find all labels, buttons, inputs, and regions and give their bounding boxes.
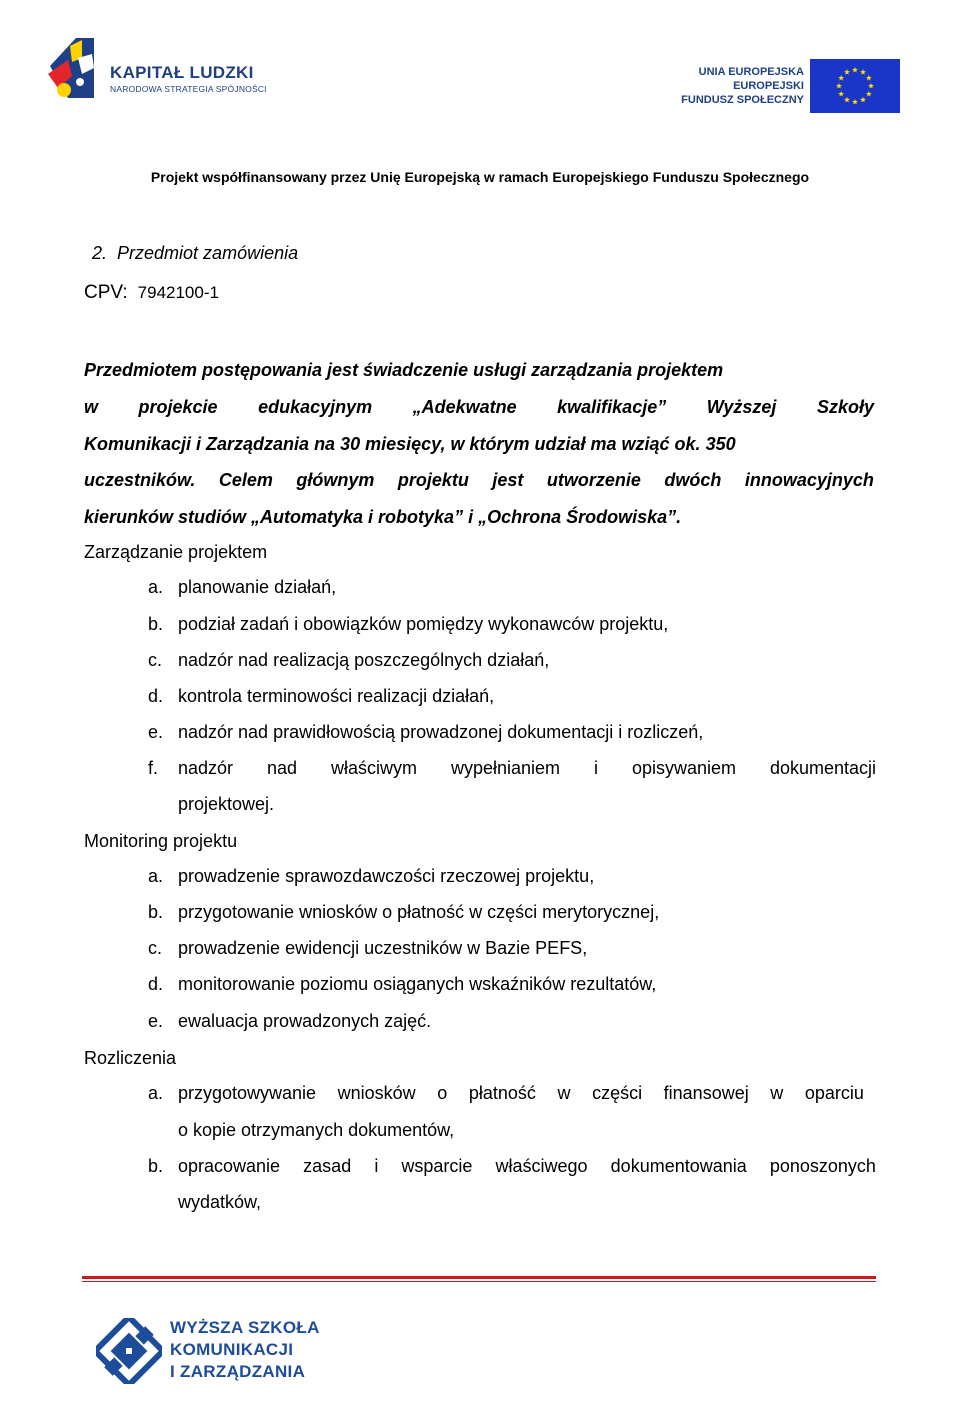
list-word: przygotowywanie (178, 1083, 317, 1103)
section-title: Przedmiot zamówienia (117, 243, 299, 263)
list-word: dokumentacji (769, 758, 876, 778)
list-text: podział zadań i obowiązków pomiędzy wykonawców projektu, (178, 614, 669, 634)
list-text (178, 758, 876, 779)
list-letter: c. (148, 938, 163, 958)
monitoring-heading: Monitoring projektu (84, 831, 238, 851)
wsk-line-3: I ZARZĄDZANIA (170, 1362, 306, 1381)
wsk-line-2: KOMUNIKACJI (170, 1340, 294, 1359)
intro-word: w (84, 397, 99, 417)
intro-word: projekcie (138, 397, 218, 417)
eu-fund-label (681, 65, 804, 107)
intro-line-5: kierunków studiów „Automatyka i robotyka” i „Ochrona Środowiska”. (84, 507, 682, 527)
footer-divider-thin (82, 1281, 876, 1282)
list-word: finansowej (663, 1083, 749, 1103)
intro-word: utworzenie (546, 470, 641, 490)
list-letter: b. (148, 1156, 164, 1176)
cpv-code (84, 281, 219, 304)
list-text: prowadzenie ewidencji uczestników w Bazie PEFS, (178, 938, 588, 958)
intro-word: edukacyjnym (258, 397, 373, 417)
eu-line-2: EUROPEJSKI (733, 80, 804, 92)
intro-word: głównym (296, 470, 375, 490)
intro-word: innowacyjnych (744, 470, 874, 490)
list-word: nad (267, 758, 298, 778)
intro-word: Celem (218, 470, 273, 490)
list-letter: b. (148, 902, 164, 922)
wsk-line-1: WYŻSZA SZKOŁA (170, 1318, 320, 1337)
list-text: nadzór nad realizacją poszczególnych działań, (178, 650, 550, 670)
intro-word: jest (492, 470, 524, 490)
list-word: części (592, 1083, 643, 1103)
list-word: dokumentowania (610, 1156, 747, 1176)
intro-line-2 (84, 396, 874, 418)
list-word: właściwym (331, 758, 418, 778)
kapital-ludzki-subtitle: NARODOWA STRATEGIA SPÓJNOŚCI (110, 84, 267, 94)
wsk-name (170, 1317, 320, 1383)
list-word: w (770, 1083, 784, 1103)
wsk-logo-icon (96, 1318, 162, 1384)
list-word: wniosków (337, 1083, 416, 1103)
intro-word: „Adekwatne (412, 397, 517, 417)
cpv-value: 7942100-1 (137, 283, 219, 302)
list-letter: d. (148, 974, 164, 994)
intro-word: uczestników. (84, 470, 196, 490)
footer-divider (82, 1276, 876, 1279)
list-text-continued: projektowej. (178, 794, 275, 814)
list-word: wypełnianiem (450, 758, 561, 778)
list-word: wsparcie (401, 1156, 473, 1176)
list-text-continued: wydatków, (178, 1192, 262, 1212)
list-word: opracowanie (178, 1156, 281, 1176)
list-text: prowadzenie sprawozdawczości rzeczowej projektu, (178, 866, 595, 886)
list-word: i (593, 758, 598, 778)
list-letter: d. (148, 686, 164, 706)
list-word: o (437, 1083, 448, 1103)
list-word: płatność (468, 1083, 536, 1103)
intro-word: Szkoły (816, 397, 874, 417)
intro-line-4 (84, 469, 874, 491)
list-text: nadzór nad prawidłowością prowadzonej dokumentacji i rozliczeń, (178, 722, 704, 742)
section-number: 2. (92, 243, 108, 263)
list-text: przygotowanie wniosków o płatność w części merytorycznej, (178, 902, 660, 922)
kapital-ludzki-title: KAPITAŁ LUDZKI (110, 63, 254, 82)
list-text: ewaluacja prowadzonych zajęć. (178, 1011, 432, 1031)
list-text: monitorowanie poziomu osiąganych wskaźników rezultatów, (178, 974, 657, 994)
list-letter: c. (148, 650, 163, 670)
list-word: w (557, 1083, 571, 1103)
cofinancing-statement: Projekt współfinansowany przez Unię Europejską w ramach Europejskiego Funduszu Społecznego (150, 169, 810, 185)
list-word: oparciu (804, 1083, 864, 1103)
eu-line-1: UNIA EUROPEJSKA (698, 66, 804, 78)
intro-word: Wyższej (706, 397, 777, 417)
list-letter: a. (148, 1083, 164, 1103)
intro-line-3: Komunikacji i Zarządzania na 30 miesięcy, w którym udział ma wziąć ok. 350 (84, 434, 736, 454)
settlements-heading: Rozliczenia (84, 1048, 177, 1068)
list-word: nadzór (178, 758, 234, 778)
eu-flag-icon (810, 59, 900, 113)
list-word: opisywaniem (631, 758, 736, 778)
intro-line-1: Przedmiotem postępowania jest świadczenie usługi zarządzania projektem (84, 360, 724, 380)
list-word: i (374, 1156, 379, 1176)
list-letter: b. (148, 614, 164, 634)
eu-line-3: FUNDUSZ SPOŁECZNY (681, 94, 804, 106)
list-letter: e. (148, 1011, 164, 1031)
intro-word: dwóch (664, 470, 722, 490)
section-heading (92, 242, 298, 264)
list-text: kontrola terminowości realizacji działań, (178, 686, 495, 706)
list-text (178, 1156, 876, 1177)
cpv-label: CPV: (84, 282, 128, 303)
list-letter: a. (148, 577, 164, 597)
list-text: planowanie działań, (178, 577, 337, 597)
list-letter: f. (148, 758, 159, 778)
management-heading: Zarządzanie projektem (84, 542, 268, 562)
list-letter: e. (148, 722, 164, 742)
intro-word: projektu (397, 470, 469, 490)
list-text (178, 1083, 864, 1104)
list-word: ponoszonych (769, 1156, 876, 1176)
list-word: zasad (303, 1156, 352, 1176)
list-text-continued: o kopie otrzymanych dokumentów, (178, 1120, 455, 1140)
intro-word: kwalifikacje” (557, 397, 667, 417)
list-word: właściwego (495, 1156, 588, 1176)
list-letter: a. (148, 866, 164, 886)
